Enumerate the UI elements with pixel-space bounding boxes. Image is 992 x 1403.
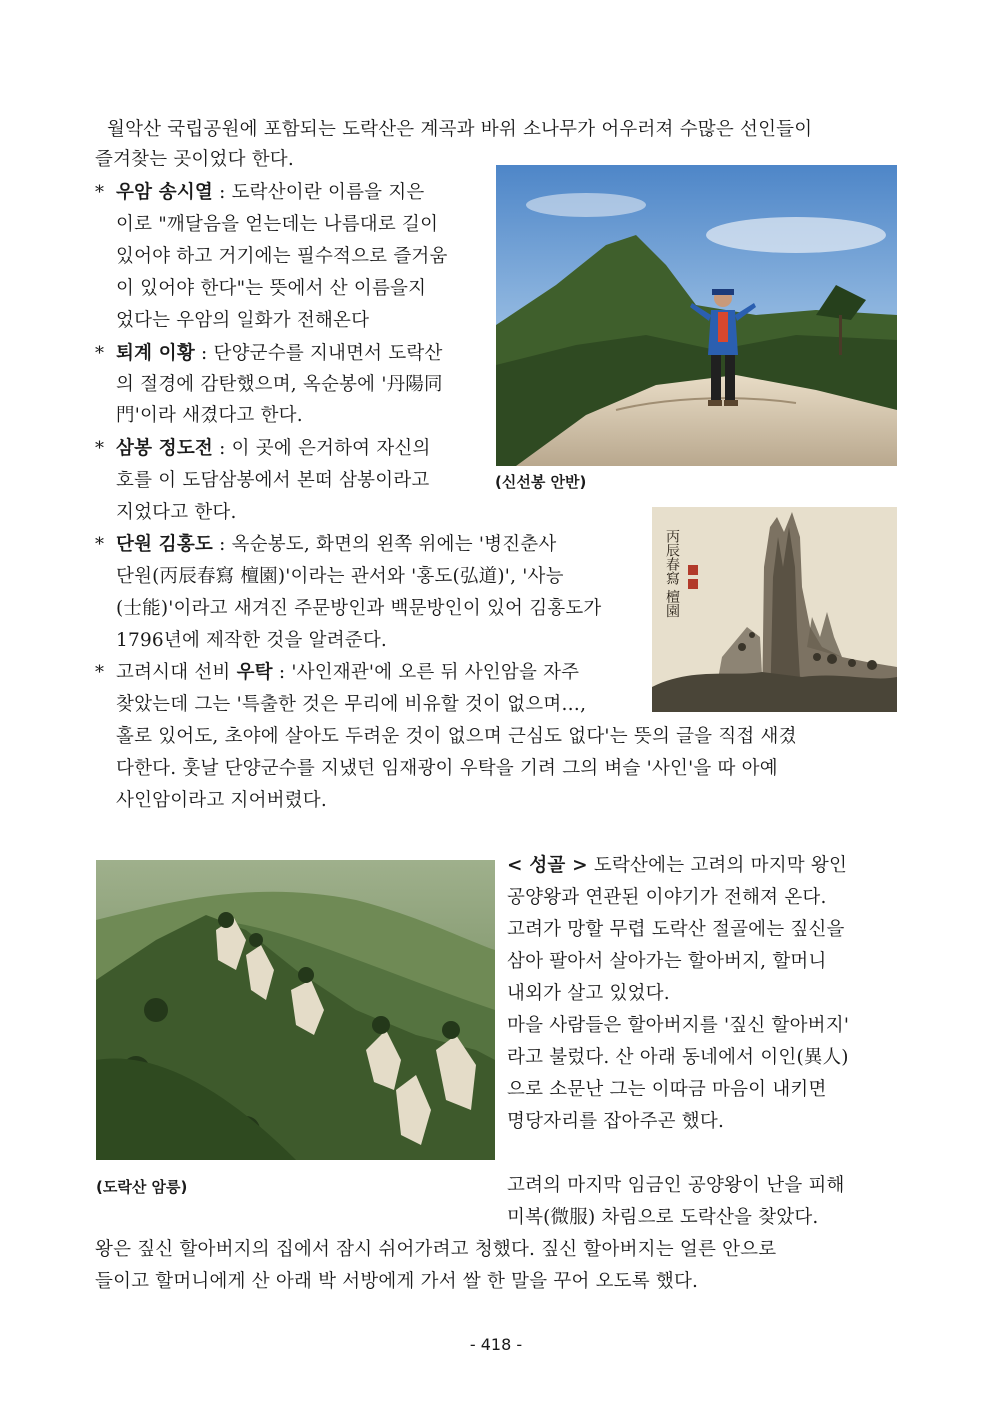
- photo-caption: (도락산 암릉): [96, 1178, 188, 1196]
- intro-line: 즐겨찾는 곳이었다 한다.: [95, 149, 294, 170]
- bullet-marker: *: [95, 534, 104, 555]
- story-line: [507, 850, 847, 882]
- photo-dorak-ridge: [96, 860, 495, 1160]
- story-line: 고려가 망할 무렵 도락산 절골에는 짚신을: [507, 919, 845, 940]
- item-kim-line: (士能)'이라고 새겨진 주문방인과 백문방인이 있어 김홍도가: [116, 598, 602, 619]
- item-kim-line: 단원(丙辰春寫 檀園)'이라는 관서와 '홍도(弘道)', '사능: [116, 566, 564, 587]
- bullet-marker: *: [95, 182, 104, 203]
- item-kim-line: 1796년에 제작한 것을 알려준다.: [116, 630, 387, 651]
- person-name: 우암 송시열: [116, 182, 213, 203]
- item-utak-line: 찾았는데 그는 '특출한 것은 무리에 비유할 것이 없으며…,: [116, 694, 587, 715]
- item-utak-line: 사인암이라고 지어버렸다.: [116, 790, 327, 811]
- item-jeong-line: [116, 433, 431, 465]
- page-number: - 418 -: [469, 1335, 523, 1354]
- item-song-line: 이 있어야 한다"는 뜻에서 산 이름을지: [116, 278, 427, 299]
- item-song-line: [116, 177, 424, 209]
- story-line: 공양왕과 연관된 이야기가 전해져 온다.: [507, 887, 827, 908]
- item-utak-line: 홀로 있어도, 초야에 살아도 두려운 것이 없으며 근심도 없다'는 뜻의 글을 직접 새겼: [116, 726, 797, 747]
- item-yi-line: 의 절경에 감탄했으며, 옥순봉에 '丹陽同: [116, 374, 443, 395]
- story-line: 삼아 팔아서 살아가는 할아버지, 할머니: [507, 951, 827, 972]
- item-kim-line: [116, 529, 556, 561]
- item-text: : '사인재관'에 오른 뒤 사인암을 자주: [272, 662, 580, 683]
- item-jeong-line: 호를 이 도담삼봉에서 본떠 삼봉이라고: [116, 470, 430, 491]
- item-song-line: 이로 "깨달음을 얻는데는 나름대로 길이: [116, 214, 439, 235]
- painting-inscription: 丙辰春寫 檀園: [664, 529, 680, 618]
- story-line: 명당자리를 잡아주곤 했다.: [507, 1111, 725, 1132]
- story-line: 마을 사람들은 할아버지를 '짚신 할아버지': [507, 1015, 850, 1036]
- item-text: : 옥순봉도, 화면의 왼쪽 위에는 '병진춘사: [213, 534, 557, 555]
- item-utak-line: [116, 657, 579, 689]
- bullet-marker: *: [95, 343, 104, 364]
- story-line: 미복(微服) 차림으로 도락산을 찾았다.: [507, 1207, 819, 1228]
- story-line: 으로 소문난 그는 이따금 마음이 내키면: [507, 1079, 827, 1100]
- story-line: 라고 불렀다. 산 아래 동네에서 이인(異人): [507, 1047, 849, 1068]
- item-text: : 도락산이란 이름을 지은: [213, 182, 425, 203]
- story-text: 도락산에는 고려의 마지막 왕인: [587, 855, 848, 876]
- item-text: : 단양군수를 지내면서 도락산: [194, 343, 443, 364]
- intro-line: 월악산 국립공원에 포함되는 도락산은 계곡과 바위 소나무가 어우러져 수많은 선인들이: [107, 119, 813, 140]
- story-line: 내외가 살고 있었다.: [507, 983, 670, 1004]
- item-song-line: 있어야 하고 거기에는 필수적으로 즐거움: [116, 246, 448, 267]
- story-line: 들이고 할머니에게 산 아래 박 서방에게 가서 쌀 한 말을 꾸어 오도록 했다.: [95, 1271, 699, 1292]
- item-song-line: 었다는 우암의 일화가 전해온다: [116, 310, 370, 331]
- story-line: 왕은 짚신 할아버지의 집에서 잠시 쉬어가려고 청했다. 짚신 할아버지는 얼른 안으로: [95, 1239, 777, 1260]
- person-name: 우탁: [236, 662, 273, 683]
- person-name: 퇴계 이황: [116, 343, 195, 364]
- item-text: 고려시대 선비: [116, 662, 237, 683]
- photo-sinseonbong: [496, 165, 897, 466]
- painting-oksunbong: [652, 507, 897, 712]
- item-utak-line: 다한다. 훗날 단양군수를 지냈던 임재광이 우탁을 기려 그의 벼슬 '사인'을 따 아예: [116, 758, 778, 779]
- item-yi-line: [116, 338, 443, 370]
- bullet-marker: *: [95, 662, 104, 683]
- bullet-marker: *: [95, 438, 104, 459]
- item-yi-line: 門'이라 새겼다고 한다.: [116, 405, 303, 426]
- photo-caption: (신선봉 안반): [495, 473, 587, 491]
- person-name: 삼봉 정도전: [116, 438, 213, 459]
- person-name: 단원 김홍도: [116, 534, 213, 555]
- item-text: : 이 곳에 은거하여 자신의: [213, 438, 431, 459]
- section-title: < 성골 >: [507, 855, 588, 876]
- item-jeong-line: 지었다고 한다.: [116, 502, 237, 523]
- story-line: 고려의 마지막 임금인 공양왕이 난을 피해: [507, 1175, 845, 1196]
